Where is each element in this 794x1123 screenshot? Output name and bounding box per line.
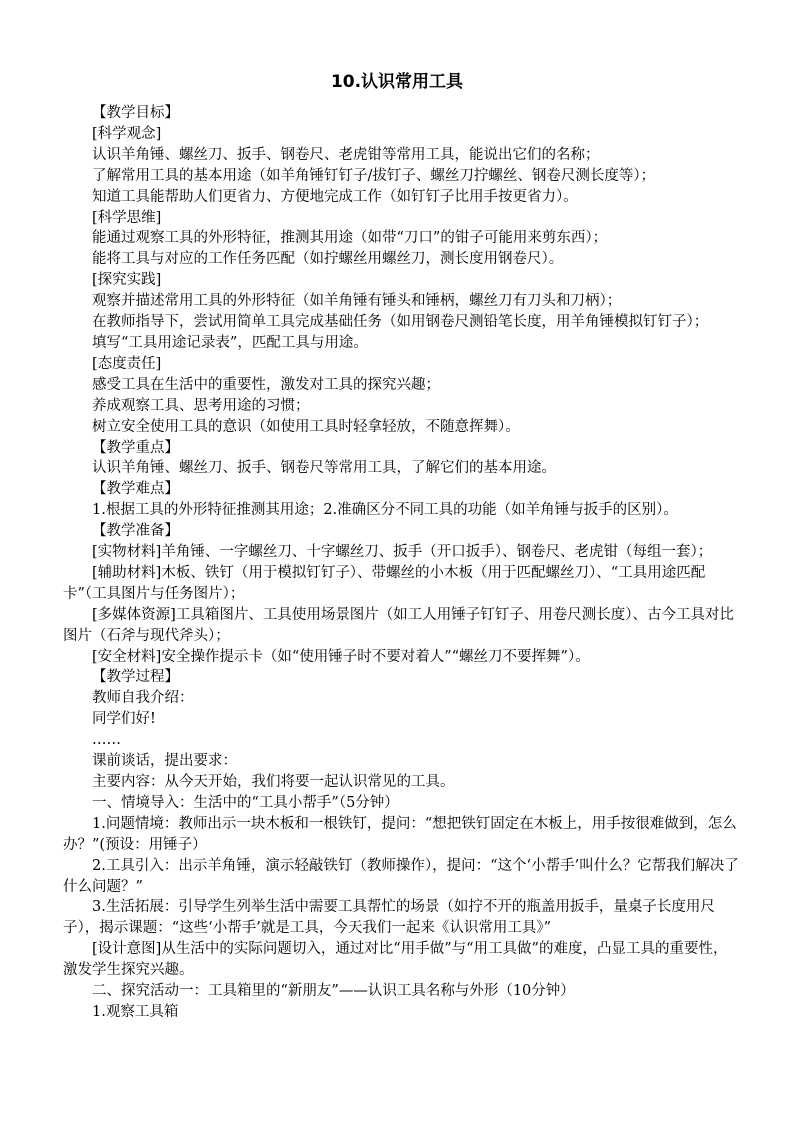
paragraph: [辅助材料]木板、铁钉（用于模拟钉钉子）、带螺丝的小木板（用于匹配螺丝刀）、“工具用途匹配卡”（工具图片与任务图片）； [63, 564, 706, 602]
paragraph: 认识羊角锤、螺丝刀、扳手、钢卷尺、老虎钳等常用工具，能说出它们的名称； [92, 146, 600, 163]
paragraph: 填写“工具用途记录表”，匹配工具与用途。 [92, 334, 368, 351]
subheading-attitude: [态度责任] [92, 355, 162, 372]
paragraph: 1.根据工具的外形特征推测其用途；2.准确区分不同工具的功能（如羊角锤与扳手的区别）。 [92, 502, 678, 519]
paragraph: 在教师指导下，尝试用简单工具完成基础任务（如用钢卷尺测铅笔长度，用羊角锤模拟钉钉子）； [92, 314, 709, 331]
paragraph: 1.观察工具箱 [92, 1003, 179, 1020]
paragraph: 知道工具能帮助人们更省力、方便地完成工作（如钉钉子比用手按更省力）。 [92, 188, 578, 205]
paragraph: 认识羊角锤、螺丝刀、扳手、钢卷尺等常用工具，了解它们的基本用途。 [92, 460, 556, 477]
subheading-inquiry-practice: [探究实践] [92, 272, 162, 289]
paragraph: [安全材料]安全操作提示卡（如“使用锤子时不要对着人”“螺丝刀不要挥舞”）。 [92, 648, 590, 665]
section-heading-difficulties: 【教学难点】 [92, 481, 179, 498]
paragraph: 教师自我介绍： [92, 690, 194, 707]
paragraph: [设计意图]从生活中的实际问题切入，通过对比“用手做”与“用工具做”的难度，凸显工具的重要性，激发学生探究兴趣。 [63, 941, 728, 979]
section-heading-objectives: 【教学目标】 [92, 105, 179, 121]
section-heading-key-points: 【教学重点】 [92, 439, 179, 456]
paragraph: 同学们好! [92, 711, 156, 728]
subheading-science-concept: [科学观念] [92, 125, 162, 142]
paragraph: 了解常用工具的基本用途（如羊角锤钉钉子/拔钉子、螺丝刀拧螺丝、钢卷尺测长度等）； [92, 167, 656, 184]
paragraph: 1.问题情境：教师出示一块木板和一根铁钉，提问：“想把铁钉固定在木板上，用手按很难做到，怎么办？”(预设：用锤子） [63, 815, 737, 853]
paragraph: 能通过观察工具的外形特征，推测其用途（如带“刀口”的钳子可能用来剪东西）； [92, 230, 608, 247]
document-body [63, 103, 739, 1023]
paragraph: …… [92, 732, 121, 749]
page-title: 10.认识常用工具 [330, 72, 464, 92]
paragraph: 2.工具引入：出示羊角锤，演示轻敲铁钉（教师操作），提问：“这个‘小帮手’叫什么？它帮我们解决了什么问题？” [63, 857, 739, 895]
paragraph: [多媒体资源]工具箱图片、工具使用场景图片（如工人用锤子钉钉子、用卷尺测长度）、古今工具对比图片（石斧与现代斧头）； [63, 606, 735, 644]
paragraph: 主要内容：从今天开始，我们将要一起认识常见的工具。 [92, 774, 455, 790]
paragraph: 能将工具与对应的工作任务匹配（如拧螺丝用螺丝刀，测长度用钢卷尺）。 [92, 251, 564, 268]
subheading-science-thinking: [科学思维] [92, 209, 162, 226]
paragraph: 感受工具在生活中的重要性，激发对工具的探究兴趣； [92, 376, 440, 393]
paragraph: 课前谈话，提出要求： [92, 753, 237, 770]
paragraph: 3.生活拓展：引导学生列举生活中需要工具帮忙的场景（如拧不开的瓶盖用扳手，量桌子长度用尺子），揭示课题：“这些‘小帮手’就是工具，今天我们一起来《认识常用工具》” [63, 899, 715, 937]
section-heading-preparation: 【教学准备】 [92, 523, 179, 540]
paragraph: 观察并描述常用工具的外形特征（如羊角锤有锤头和锤柄，螺丝刀有刀头和刀柄）； [92, 293, 622, 310]
section-heading-part-one: 一、情境导入：生活中的“工具小帮手”（5分钟） [92, 794, 399, 811]
paragraph: 养成观察工具、思考用途的习惯； [92, 397, 310, 414]
paragraph: [实物材料]羊角锤、一字螺丝刀、十字螺丝刀、扳手（开口扳手）、钢卷尺、老虎钳（每组一套）； [92, 544, 713, 561]
section-heading-process: 【教学过程】 [92, 669, 179, 686]
paragraph: 树立安全使用工具的意识（如使用工具时轻拿轻放，不随意挥舞）。 [92, 418, 520, 435]
section-heading-part-two: 二、探究活动一：工具箱里的“新朋友”——认识工具名称与外形（10分钟） [92, 983, 575, 1000]
